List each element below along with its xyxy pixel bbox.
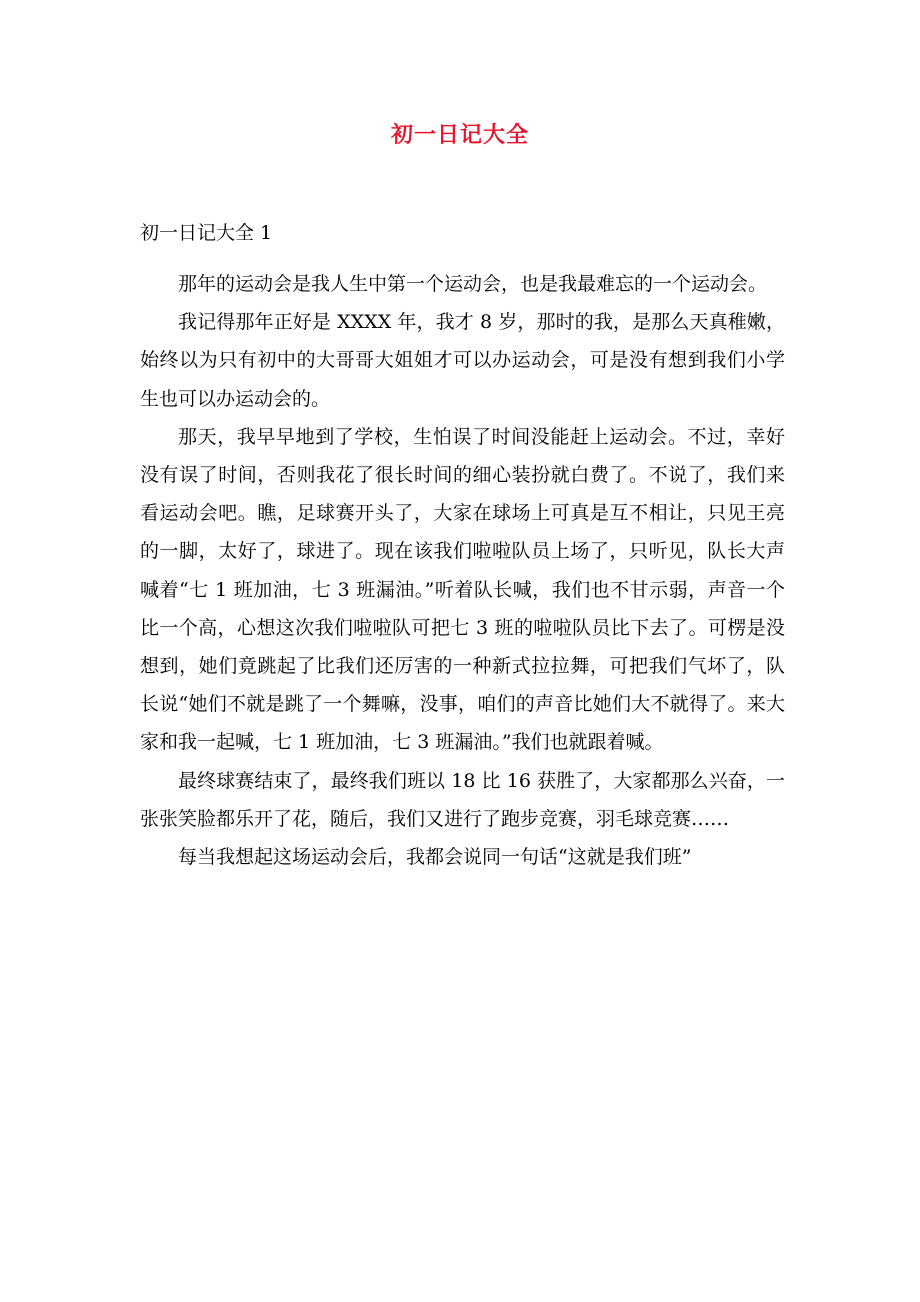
paragraph-1: 那年的运动会是我人生中第一个运动会，也是我最难忘的一个运动会。 — [178, 273, 768, 295]
paragraph-4: 最终球赛结束了，最终我们班以 18 比 16 获胜了，大家都那么兴奋，一张张笑脸都乐开了花，随后，我们又进行了跑步竞赛，羽毛球竞赛…… — [140, 769, 785, 830]
section-heading: 初一日记大全 1 — [140, 222, 273, 244]
document-title: 初一日记大全 — [390, 122, 529, 148]
paragraph-5: 每当我想起这场运动会后，我都会说同一句话“这就是我们班” — [178, 846, 692, 869]
document-body — [140, 265, 785, 876]
paragraph-2: 我记得那年正好是 XXXX 年，我才 8 岁，那时的我，是那么天真稚嫩，始终以为只有初中的大哥哥大姐姐才可以办运动会，可是没有想到我们小学生也可以办运动会的。 — [140, 311, 785, 410]
paragraph-3: 那天，我早早地到了学校，生怕误了时间没能赶上运动会。不过，幸好没有误了时间，否则我花了很长时间的细心装扮就白费了。不说了，我们来看运动会吧。瞧，足球赛开头了，大家在球场上可真是互不相让，只见王亮的一脚，太好了，球进了。现在该我们啦啦队员上场了，只听见，队长大声喊着“七 1 班加油，七 3 班漏油。”听着队长喊，我们也不甘示弱，声音一个比一个高，心想这次我们啦啦队可把七 3 班的啦啦队员比下去了。可楞是没想到，她们竟跳起了比我们还厉害的一种新式拉拉舞，可把我们气坏了，队长说“她们不就是跳了一个舞嘛，没事，咱们的声音比她们大不就得了。来大家和我一起喊，七 1 班加油，七 3 班漏油。”我们也就跟着喊。 — [140, 425, 785, 754]
